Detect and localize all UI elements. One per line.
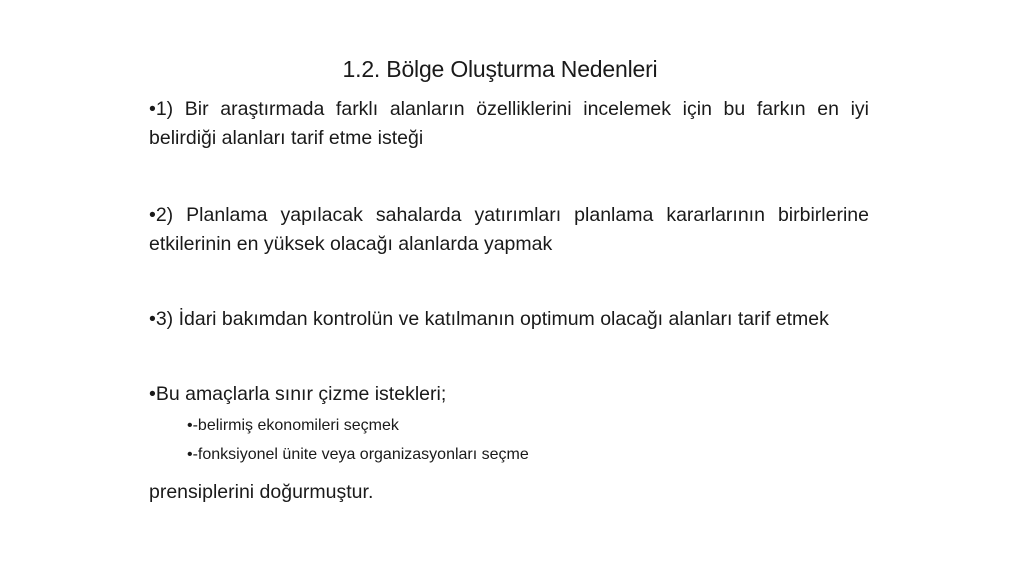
sub-bullet-item-1: •-belirmiş ekonomileri seçmek — [187, 417, 399, 434]
closing-text: prensiplerini doğurmuştur. — [149, 481, 374, 503]
sub-bullet-item-2: •-fonksiyonel ünite veya organizasyonları seçme — [187, 446, 529, 463]
sub-bullet-list — [187, 411, 869, 469]
bullet-paragraph-1: •1) Bir araştırmada farklı alanların özelliklerini incelemek için bu farkın en iyi belirdiği alanları tarif etme isteği — [149, 98, 869, 149]
bullet-paragraph-4: •Bu amaçlarla sınır çizme istekleri; — [149, 383, 447, 405]
bullet-paragraph-2: •2) Planlama yapılacak sahalarda yatırımları planlama kararlarının birbirlerine etkilerinin en yüksek olacağı alanlarda yapmak — [149, 204, 869, 255]
slide-title: 1.2. Bölge Oluşturma Nedenleri — [342, 56, 658, 82]
bullet-paragraph-3: •3) İdari bakımdan kontrolün ve katılmanın optimum olacağı alanları tarif etmek — [149, 308, 829, 330]
slide-body — [149, 95, 869, 507]
